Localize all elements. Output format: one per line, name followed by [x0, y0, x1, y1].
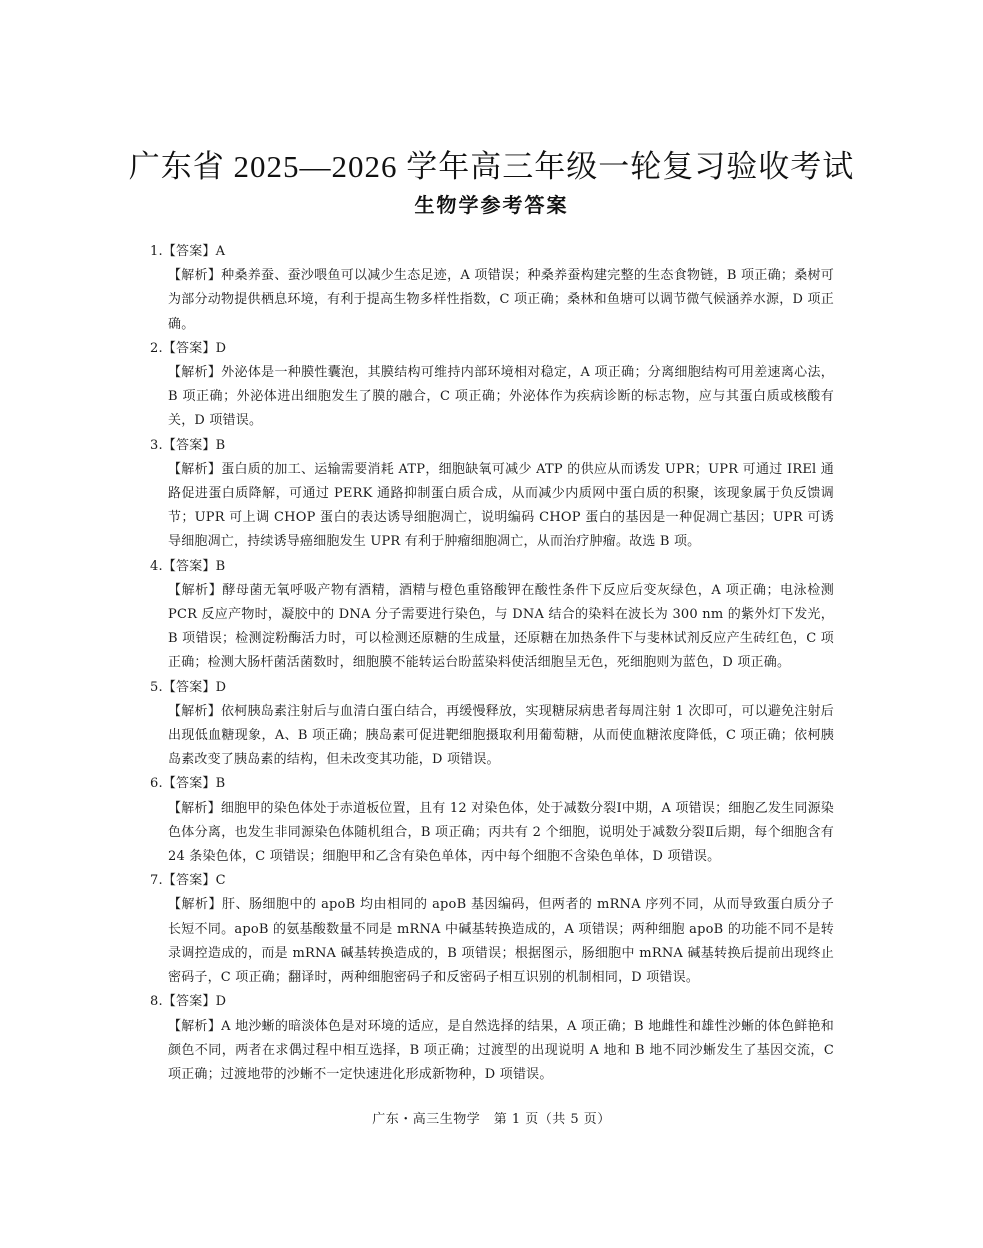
- answer-key-subtitle: 生物学参考答案: [414, 193, 569, 217]
- analysis-text: 【解析】肝、肠细胞中的 apoB 均由相同的 apoB 基因编码，但两者的 mRNA 序列不同，从而导致蛋白质分子长短不同。apoB 的氨基酸数量不同是 mRNA 中碱基转换造成的，A 项错误；两种细胞 apoB 的功能不同不是转录调控造成的，而是 mRNA 碱基转换造成的，B 项错误；根据图示，肠细胞中 mRNA 碱基转换后提前出现终止密码子，C 项正确；翻译时，两种细胞密码子和反密码子相互识别的机制相同，D 项错误。: [168, 897, 834, 986]
- question-4: [150, 555, 834, 676]
- question-2: [150, 337, 834, 434]
- question-7: [150, 869, 834, 990]
- questions-list: [150, 240, 834, 1087]
- question-1: [150, 240, 834, 337]
- analysis-text: 【解析】种桑养蚕、蚕沙喂鱼可以减少生态足迹，A 项错误；种桑养蚕构建完整的生态食物链，B 项正确；桑树可为部分动物提供栖息环境，有利于提高生物多样性指数，C 项正确；桑林和鱼塘可以调节微气候涵养水源，D 项正确。: [168, 268, 834, 332]
- question-6: [150, 772, 834, 869]
- analysis-text: 【解析】依柯胰岛素注射后与血清白蛋白结合，再缓慢释放，实现糖尿病患者每周注射 1 次即可，可以避免注射后出现低血糖现象，A、B 项正确；胰岛素可促进靶细胞摄取利用葡萄糖，从而使血糖浓度降低，C 项正确；依柯胰岛素改变了胰岛素的结构，但未改变其功能，D 项错误。: [168, 703, 834, 768]
- analysis-text: 【解析】外泌体是一种膜性囊泡，其膜结构可维持内部环境相对稳定，A 项正确；分离细胞结构可用差速离心法，B 项正确；外泌体进出细胞发生了膜的融合，C 项正确；外泌体作为疾病诊断的标志物，应与其蛋白质或核酸有关，D 项错误。: [168, 365, 834, 429]
- answer-line: 8.【答案】D: [150, 994, 227, 1010]
- question-8: [150, 990, 834, 1087]
- analysis-text: 【解析】A 地沙蜥的暗淡体色是对环境的适应，是自然选择的结果，A 项正确；B 地雌性和雄性沙蜥的体色鲜艳和颜色不同，两者在求偶过程中相互选择，B 项正确；过渡型的出现说明 A 地和 B 地不同沙蜥发生了基因交流，C 项正确；过渡地带的沙蜥不一定快速进化形成新物种，D 项错误。: [168, 1018, 834, 1082]
- question-5: [150, 676, 834, 773]
- analysis-text: 【解析】蛋白质的加工、运输需要消耗 ATP，细胞缺氧可减少 ATP 的供应从而诱发 UPR；UPR 可通过 IREl 通路促进蛋白质降解，可通过 PERK 通路抑制蛋白质合成，从而减少内质网中蛋白质的积聚，该现象属于负反馈调节；UPR 可上调 CHOP 蛋白的表达诱导细胞凋亡，说明编码 CHOP 蛋白的基因是一种促凋亡基因；UPR 可诱导细胞凋亡，持续诱导癌细胞发生 UPR 有利于肿瘤细胞凋亡，从而治疗肿瘤。故选 B 项。: [168, 461, 834, 550]
- answer-line: 1.【答案】A: [150, 244, 226, 259]
- analysis-text: 【解析】细胞甲的染色体处于赤道板位置，且有 12 对染色体，处于减数分裂Ⅰ中期，A 项错误；细胞乙发生同源染色体分离，也发生非同源染色体随机组合，B 项正确；丙共有 2 个细胞，说明处于减数分裂Ⅱ后期，每个细胞含有 24 条染色体，C 项错误；细胞甲和乙含有染色单体，丙中每个细胞不含染色单体，D 项错误。: [168, 800, 834, 865]
- analysis-text: 【解析】酵母菌无氧呼吸产物有酒精，酒精与橙色重铬酸钾在酸性条件下反应后变灰绿色，A 项正确；电泳检测 PCR 反应产物时，凝胶中的 DNA 分子需要进行染色，与 DNA 结合的染料在波长为 300 nm 的紫外灯下发光，B 项错误；检测淀粉酶活力时，可以检测还原糖的生成量，还原糖在加热条件下与斐林试剂反应产生砖红色，C 项正确；检测大肠杆菌活菌数时，细胞膜不能转运台盼蓝染料使活细胞呈无色，死细胞则为蓝色，D 项正确。: [168, 582, 834, 671]
- question-3: [150, 434, 834, 555]
- answer-line: 5.【答案】D: [150, 679, 227, 695]
- exam-title: 广东省 2025—2026 学年高三年级一轮复习验收考试: [128, 149, 855, 184]
- page-footer: 广东・高三生物学 第 1 页（共 5 页）: [372, 1112, 611, 1127]
- answer-line: 3.【答案】B: [150, 437, 226, 453]
- answer-line: 4.【答案】B: [150, 558, 226, 574]
- answer-line: 2.【答案】D: [150, 340, 227, 356]
- answer-line: 6.【答案】B: [150, 776, 226, 792]
- answer-line: 7.【答案】C: [150, 873, 226, 889]
